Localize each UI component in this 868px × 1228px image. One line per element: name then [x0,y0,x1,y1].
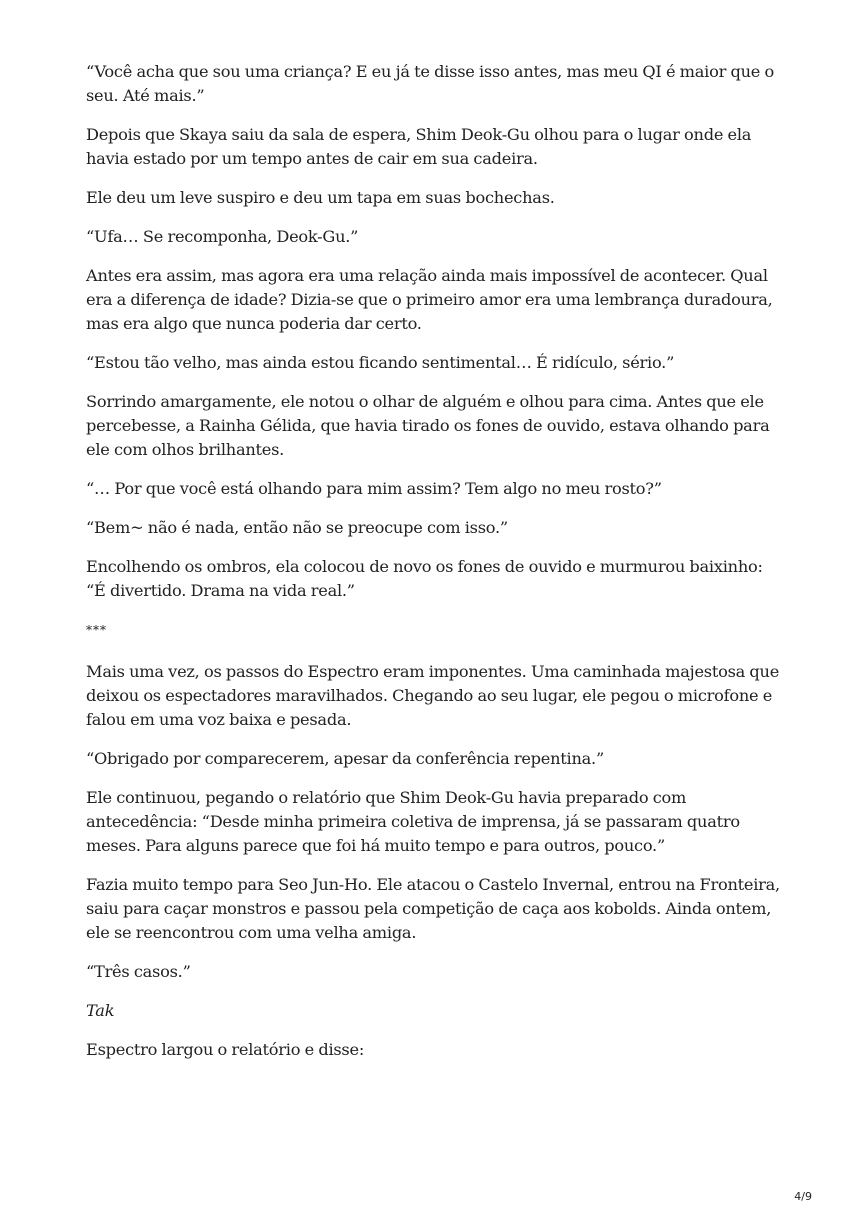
paragraph: Ele continuou, pegando o relatório que Shim Deok-Gu havia preparado com antecedência: “Desde minha primeira coletiva de imprensa, já se passaram quatro meses. Para alguns parece que foi há muito tempo e para outros, pouco.” [86,788,740,855]
paragraph: Fazia muito tempo para Seo Jun-Ho. Ele atacou o Castelo Invernal, entrou na Fronteira, saiu para caçar monstros e passou pela competição de caça aos kobolds. Ainda ontem, ele se reencontrou com uma velha amiga. [86,875,780,942]
paragraph: Sorrindo amargamente, ele notou o olhar de alguém e olhou para cima. Antes que ele percebesse, a Rainha Gélida, que havia tirado os fones de ouvido, estava olhando para ele com olhos brilhantes. [86,392,770,459]
paragraph: Encolhendo os ombros, ela colocou de novo os fones de ouvido e murmurou baixinho: “É divertido. Drama na vida real.” [86,557,763,600]
paragraph: “Estou tão velho, mas ainda estou ficando sentimental… É ridículo, sério.” [86,353,675,372]
paragraph: “Bem~ não é nada, então não se preocupe com isso.” [86,518,508,537]
paragraph: “Três casos.” [86,962,191,981]
paragraph: Depois que Skaya saiu da sala de espera, Shim Deok-Gu olhou para o lugar onde ela havia estado por um tempo antes de cair em sua cadeira. [86,125,752,168]
document-body [86,60,786,1077]
paragraph: Antes era assim, mas agora era uma relação ainda mais impossível de acontecer. Qual era a diferença de idade? Dizia-se que o primeiro amor era uma lembrança duradoura, mas era algo que nunca poderia dar certo. [86,266,773,333]
paragraph: Ele deu um leve suspiro e deu um tapa em suas bochechas. [86,188,555,207]
paragraph: “… Por que você está olhando para mim assim? Tem algo no meu rosto?” [86,479,662,498]
page-number: 4/9 [794,1190,812,1203]
paragraph: “Você acha que sou uma criança? E eu já te disse isso antes, mas meu QI é maior que o seu. Até mais.” [86,62,774,105]
sound-effect: Tak [86,1001,115,1020]
paragraph: “Ufa… Se recomponha, Deok-Gu.” [86,227,359,246]
paragraph: “Obrigado por comparecerem, apesar da conferência repentina.” [86,749,604,768]
paragraph: Mais uma vez, os passos do Espectro eram imponentes. Uma caminhada majestosa que deixou os espectadores maravilhados. Chegando ao seu lugar, ele pegou o microfone e falou em uma voz baixa e pesada. [86,662,780,729]
paragraph: Espectro largou o relatório e disse: [86,1040,365,1059]
scene-separator: *** [86,623,107,637]
